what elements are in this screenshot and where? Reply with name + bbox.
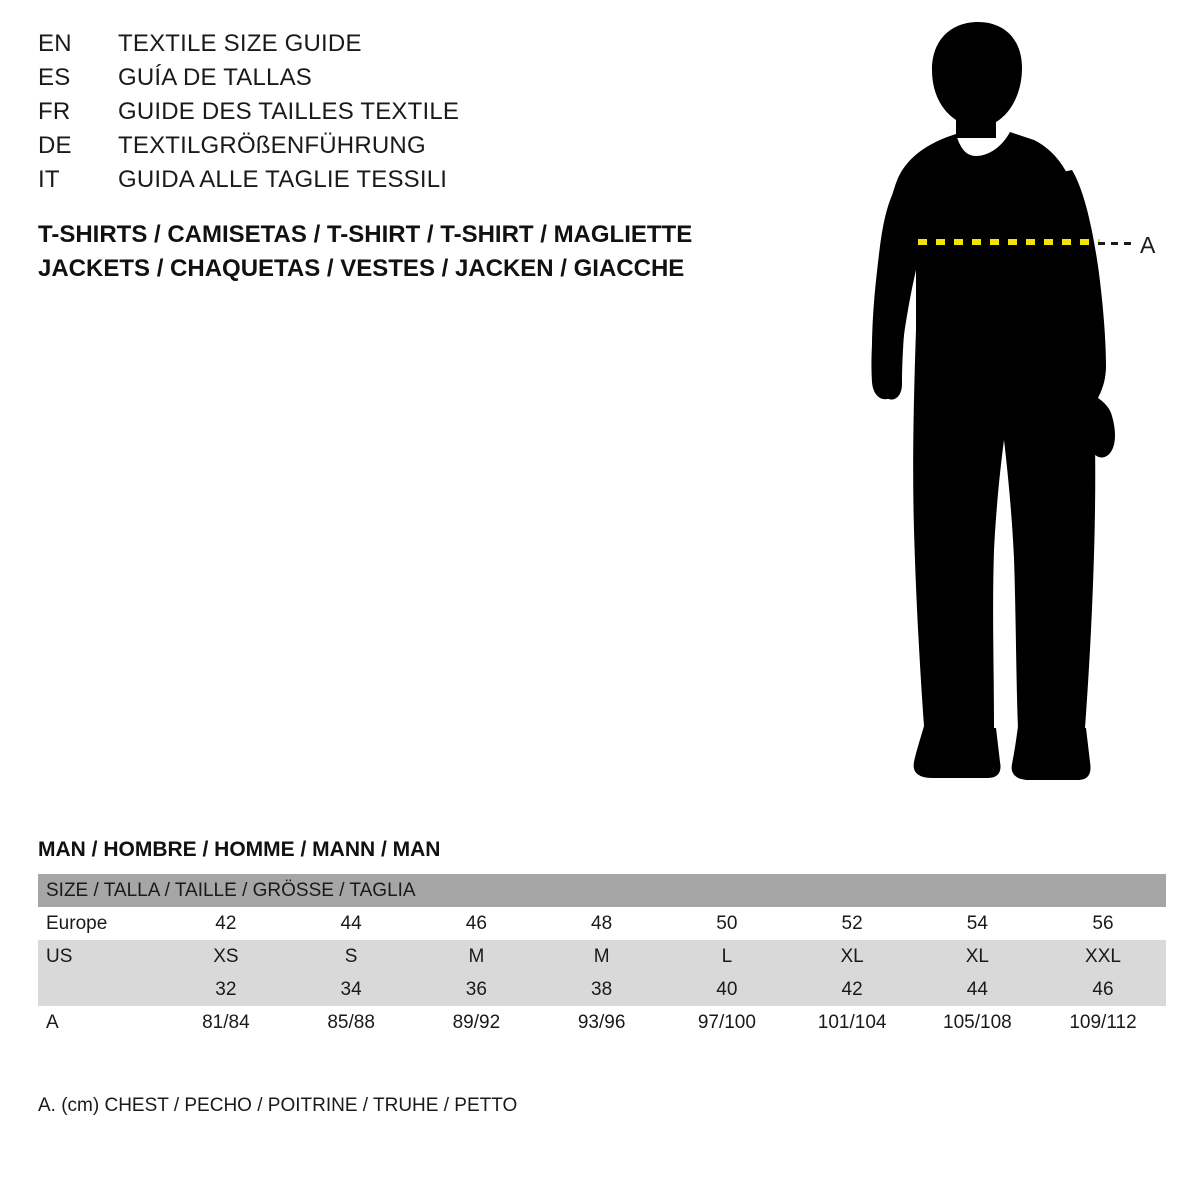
cell: 50: [664, 907, 789, 940]
cell: 54: [915, 907, 1040, 940]
cell: 81/84: [163, 1006, 288, 1039]
language-text: GUÍA DE TALLAS: [118, 64, 312, 91]
language-text: GUIDE DES TAILLES TEXTILE: [118, 98, 460, 125]
table-footnote: A. (cm) CHEST / PECHO / POITRINE / TRUHE / PETTO: [38, 1095, 518, 1116]
row-label: Europe: [38, 907, 163, 940]
cell: 109/112: [1040, 1006, 1166, 1039]
table-group-title: MAN / HOMBRE / HOMME / MANN / MAN: [38, 838, 441, 861]
male-silhouette-icon: [810, 10, 1190, 800]
language-row: [38, 30, 758, 64]
cell: 44: [915, 973, 1040, 1006]
language-code: FR: [38, 98, 71, 125]
language-row: [38, 98, 758, 132]
language-row: [38, 132, 758, 166]
language-code: IT: [38, 166, 60, 193]
cell: 44: [289, 907, 414, 940]
table-header-label: SIZE / TALLA / TAILLE / GRÖSSE / TAGLIA: [38, 874, 1166, 907]
cell: 52: [790, 907, 915, 940]
cell: XXL: [1040, 940, 1166, 973]
cell: 105/108: [915, 1006, 1040, 1039]
measure-leader-line: [1098, 242, 1132, 245]
language-code: DE: [38, 132, 72, 159]
language-text: TEXTILE SIZE GUIDE: [118, 30, 362, 57]
table-row: [38, 973, 1166, 1006]
category-jackets: JACKETS / CHAQUETAS / VESTES / JACKEN / GIACCHE: [38, 255, 685, 282]
cell: S: [289, 940, 414, 973]
table-row: [38, 907, 1166, 940]
language-code: ES: [38, 64, 71, 91]
language-row: [38, 64, 758, 98]
cell: 34: [289, 973, 414, 1006]
table-header-row: [38, 874, 1166, 907]
cell: 56: [1040, 907, 1166, 940]
cell: XS: [163, 940, 288, 973]
cell: 42: [163, 907, 288, 940]
cell: 40: [664, 973, 789, 1006]
language-text: GUIDA ALLE TAGLIE TESSILI: [118, 166, 448, 193]
figure-illustration: [810, 10, 1190, 800]
cell: M: [539, 940, 664, 973]
language-row: [38, 166, 758, 200]
cell: 32: [163, 973, 288, 1006]
cell: 46: [1040, 973, 1166, 1006]
row-label: US: [38, 940, 163, 973]
cell: XL: [790, 940, 915, 973]
category-tshirts: T-SHIRTS / CAMISETAS / T-SHIRT / T-SHIRT / MAGLIETTE: [38, 221, 693, 248]
cell: XL: [915, 940, 1040, 973]
table-row: [38, 940, 1166, 973]
cell: 48: [539, 907, 664, 940]
cell: 42: [790, 973, 915, 1006]
cell: 101/104: [790, 1006, 915, 1039]
cell: 85/88: [289, 1006, 414, 1039]
table-row: [38, 1006, 1166, 1039]
language-list: [38, 30, 758, 200]
measure-label-a: A: [1140, 232, 1156, 258]
language-text: TEXTILGRÖßENFÜHRUNG: [118, 132, 426, 159]
row-label: A: [38, 1006, 163, 1039]
size-table-section: [38, 838, 1166, 1039]
language-code: EN: [38, 30, 72, 57]
row-label: [38, 973, 163, 1006]
cell: 38: [539, 973, 664, 1006]
cell: 46: [414, 907, 539, 940]
size-table: [38, 874, 1166, 1039]
category-headings: [38, 218, 798, 286]
cell: M: [414, 940, 539, 973]
cell: L: [664, 940, 789, 973]
cell: 93/96: [539, 1006, 664, 1039]
cell: 97/100: [664, 1006, 789, 1039]
cell: 36: [414, 973, 539, 1006]
cell: 89/92: [414, 1006, 539, 1039]
